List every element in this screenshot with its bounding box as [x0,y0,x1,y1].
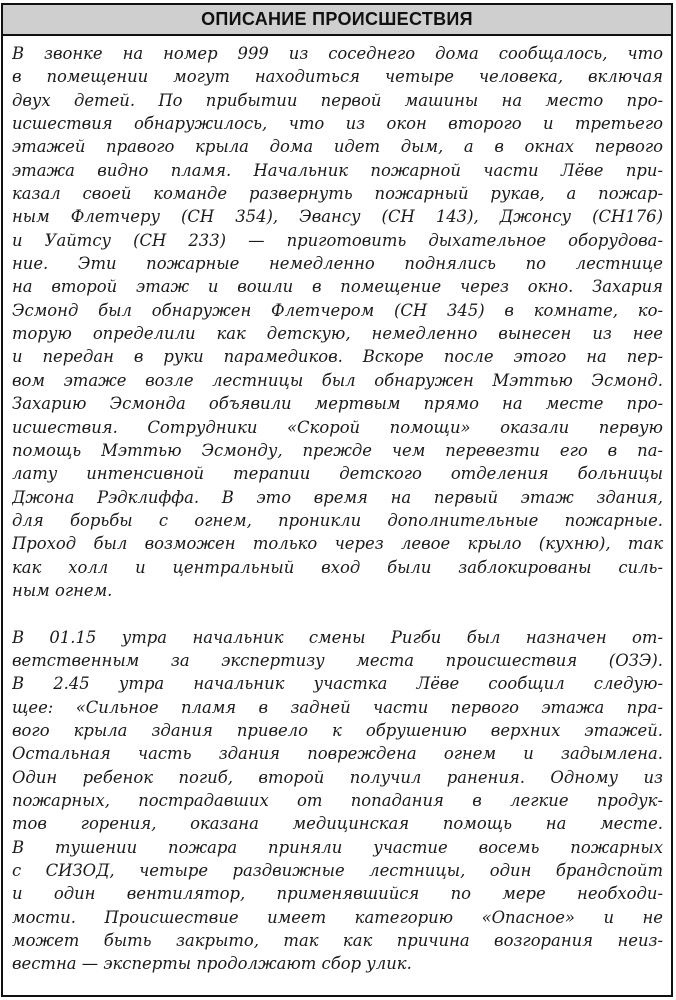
text-line: щее: «Сильное пламя в задней части первого этажа пра- [12,697,663,717]
text-line: для борьбы с огнем, проникли дополнительные пожарные. [12,510,663,530]
text-line: ным огнем. [12,580,113,600]
text-line: и передан в руки парамедиков. Вскоре после этого на пер- [12,347,663,367]
text-line: на второй этаж и вошли в помещение через окно. Захария [12,277,663,297]
text-line: пожарных, пострадавших от попадания в легкие продук- [12,791,663,810]
text-line: исшествия обнаружилось, что из окон второго и третьего [12,114,663,134]
text-line: лату интенсивной терапии детского отделения больницы [12,464,663,484]
section-title: ОПИСАНИЕ ПРОИСШЕСТВИЯ [3,5,671,36]
text-line: Остальная часть здания повреждена огнем и задымлена. [12,744,663,764]
text-line: Проход был возможен только через левое крыло (кухню), так [12,534,663,554]
text-line: может быть закрыто, так как причина возгорания неиз- [12,931,663,951]
text-line: В звонке на номер 999 из соседнего дома сообщалось, что [12,44,663,63]
paragraphs-container [12,42,663,976]
text-line: этажей правого крыла дома идет дым, а в окнах первого [12,137,663,157]
text-line: казал своей команде развернуть пожарный рукав, а пожар- [12,184,663,204]
text-line: В 2.45 утра начальник участка Лёве сообщил следую- [12,674,663,694]
text-line: Эсмонд был обнаружен Флетчером (СН 345) в комнате, ко- [12,300,663,320]
text-line: двух детей. По прибытии первой машины на место про- [12,90,663,110]
text-line: вом этаже возле лестницы был обнаружен Мэттью Эсмонд. [12,370,663,390]
text-line: вестна — эксперты продолжают сбор улик. [12,954,412,974]
text-line: как холл и центральный вход были заблокированы силь- [12,557,663,577]
text-line: В тушении пожара приняли участие восемь пожарных [12,837,663,857]
paragraph-spacer [12,602,663,625]
text-line: этажа видно пламя. Начальник пожарной части Лёве при- [12,160,663,180]
text-line: мости. Происшествие имеет категорию «Опасное» и не [12,907,663,927]
text-line: ветственным за экспертизу места происшествия (ОЗЭ). [12,650,663,670]
incident-description-text [3,36,671,976]
text-line: В 01.15 утра начальник смены Ригби был назначен от- [12,627,663,647]
text-line: в помещении могут находиться четыре человека, включая [12,67,663,87]
text-line: исшествия. Сотрудники «Скорой помощи» оказали первую [12,417,663,437]
text-line: и Уайтсу (СН 233) — приготовить дыхательное оборудова- [12,230,663,250]
text-line: ным Флетчеру (СН 354), Эвансу (СН 143), Джонсу (СН176) [12,207,663,227]
text-line: помощь Мэттью Эсмонду, прежде чем перевезти его в па- [12,440,663,460]
paragraph [12,626,663,976]
text-line: и один вентилятор, применявшийся по мере необходи- [12,884,663,904]
text-line: ние. Эти пожарные немедленно поднялись по лестнице [12,254,663,274]
text-line: с СИЗОД, четыре раздвижные лестницы, один брандспойт [12,861,663,881]
text-line: вого крыла здания привело к обрушению верхних этажей. [12,720,663,740]
paragraph [12,42,663,602]
text-line: Джона Рэдклиффа. В это время на первый этаж здания, [12,487,663,507]
incident-description-panel [1,3,673,997]
text-line: Захарию Эсмонда объявили мертвым прямо на месте про- [12,394,663,414]
text-line: Один ребенок погиб, второй получил ранения. Одному из [12,767,663,787]
text-line: тов горения, оказана медицинская помощь на месте. [12,814,663,834]
text-line: торую определили как детскую, немедленно вынесен из нее [12,324,663,344]
